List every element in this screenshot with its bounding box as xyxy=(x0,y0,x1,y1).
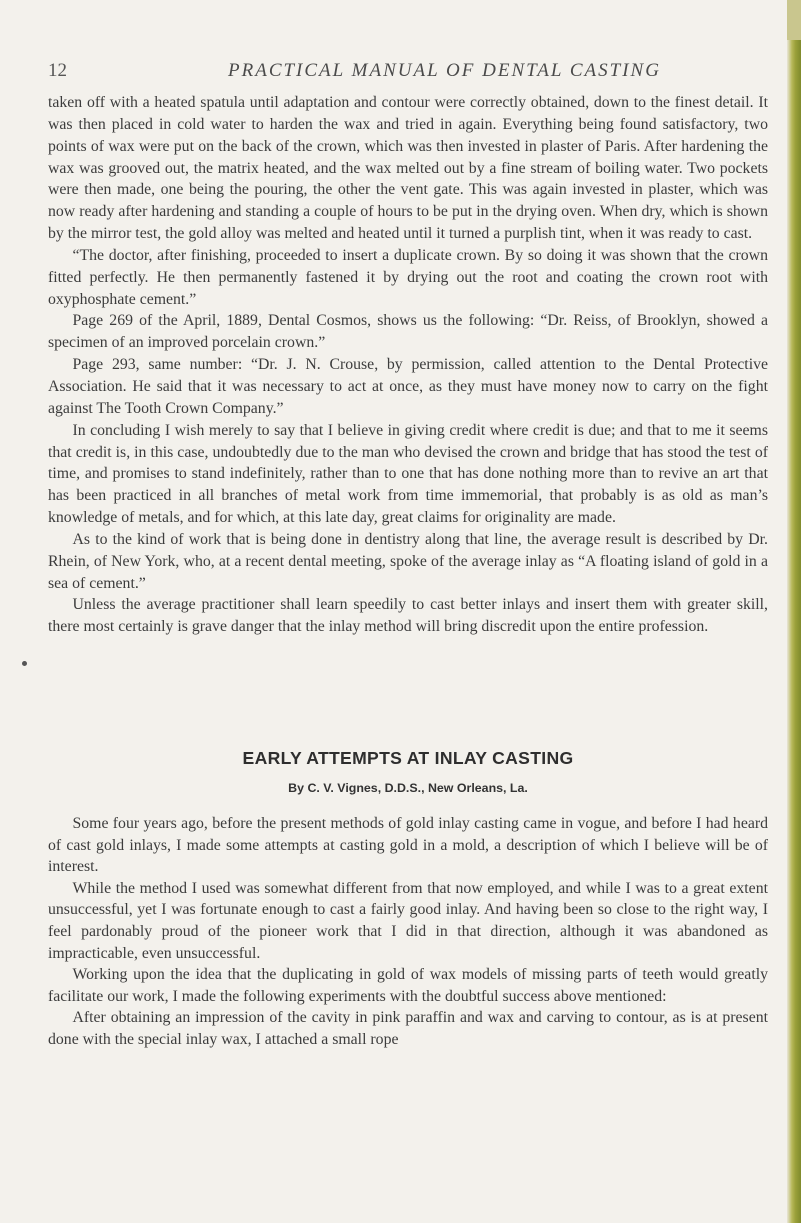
running-title: PRACTICAL MANUAL OF DENTAL CASTING xyxy=(228,60,661,81)
paragraph: “The doctor, after finishing, proceeded to insert a duplicate crown. By so doing it was shown that the crown fitted perfectly. He then permanently fastened it by drying out the root and coating the crown root with oxyphosphate cement.” xyxy=(48,246,768,308)
paragraph: Working upon the idea that the duplicating in gold of wax models of missing parts of teeth would greatly facilitate our work, I made the following experiments with the doubtful success above mentioned: xyxy=(48,966,768,1005)
paragraph: As to the kind of work that is being done in dentistry along that line, the average result is described by Dr. Rhein, of New York, who, at a recent dental meeting, spoke of the average inlay as “A floating island of gold in a sea of cement.” xyxy=(48,530,768,592)
page-edge-strip xyxy=(787,0,801,1223)
paragraph: After obtaining an impression of the cavity in pink paraffin and wax and carving to contour, as is at present done with the special inlay wax, I attached a small rope xyxy=(48,1009,768,1048)
page-number: 12 xyxy=(48,60,67,81)
paragraph: While the method I used was somewhat different from that now employed, and while I was to a great extent unsuccessful, yet I was fortunate enough to cast a fairly good inlay. And having been so close to the right way, I feel pardonably proud of the pioneer work that I did in that direction, although it was abandoned as impracticable, even unsuccessful. xyxy=(48,879,768,962)
paragraph: taken off with a heated spatula until adaptation and contour were correctly obtained, down to the finest detail. It was then placed in cold water to harden the wax and tried in again. Everything being found satisfactory, two points of wax were put on the back of the crown, which was then invested in plaster of Paris. After hardening the wax was grooved out, the matrix heated, and the wax melted out by a fine stream of boiling water. Two pockets were then made, one being the pouring, the other the vent gate. This was again invested in plaster, which was now ready after hardening and standing a couple of hours to be put in the drying oven. When dry, which is shown by the mirror test, the gold alloy was melted and heated until it turned a purplish tint, when it was ready to cast. xyxy=(48,94,768,243)
continued-text-block xyxy=(48,92,768,638)
margin-dot xyxy=(22,661,27,666)
running-header xyxy=(48,60,748,90)
page-edge-corner xyxy=(787,0,801,40)
article-body xyxy=(48,813,768,1051)
paragraph: Page 269 of the April, 1889, Dental Cosmos, shows us the following: “Dr. Reiss, of Brooklyn, showed a specimen of an improved porcelain crown.” xyxy=(48,312,768,352)
paragraph: In concluding I wish merely to say that I believe in giving credit where credit is due; and that to me it seems that credit is, in this case, undoubtedly due to the man who devised the crown and bridge that has stood the test of time, and promises to stand indefinitely, rather than to one that has done nothing more than to revive an art that has been practiced in all branches of metal work from time immemorial, that probably is as old as man’s knowledge of metals, and for which, at this late day, great claims for originality are made. xyxy=(48,421,768,527)
article-byline: By C. V. Vignes, D.D.S., New Orleans, La. xyxy=(288,781,528,795)
paragraph: Unless the average practitioner shall learn speedily to cast better inlays and insert them with greater skill, there most certainly is grave danger that the inlay method will bring discredit upon the entire profession. xyxy=(48,596,768,636)
paragraph: Page 293, same number: “Dr. J. N. Crouse, by permission, called attention to the Dental Protective Association. He said that it was necessary to act at once, as they must have money now to carry on the fight against The Tooth Crown Company.” xyxy=(48,356,768,417)
paragraph: Some four years ago, before the present methods of gold inlay casting came in vogue, and before I had heard of cast gold inlays, I made some attempts at casting gold in a mold, a description of which I believe will be of interest. xyxy=(48,815,768,876)
article-section xyxy=(48,748,768,1051)
article-title: EARLY ATTEMPTS AT INLAY CASTING xyxy=(242,748,574,768)
